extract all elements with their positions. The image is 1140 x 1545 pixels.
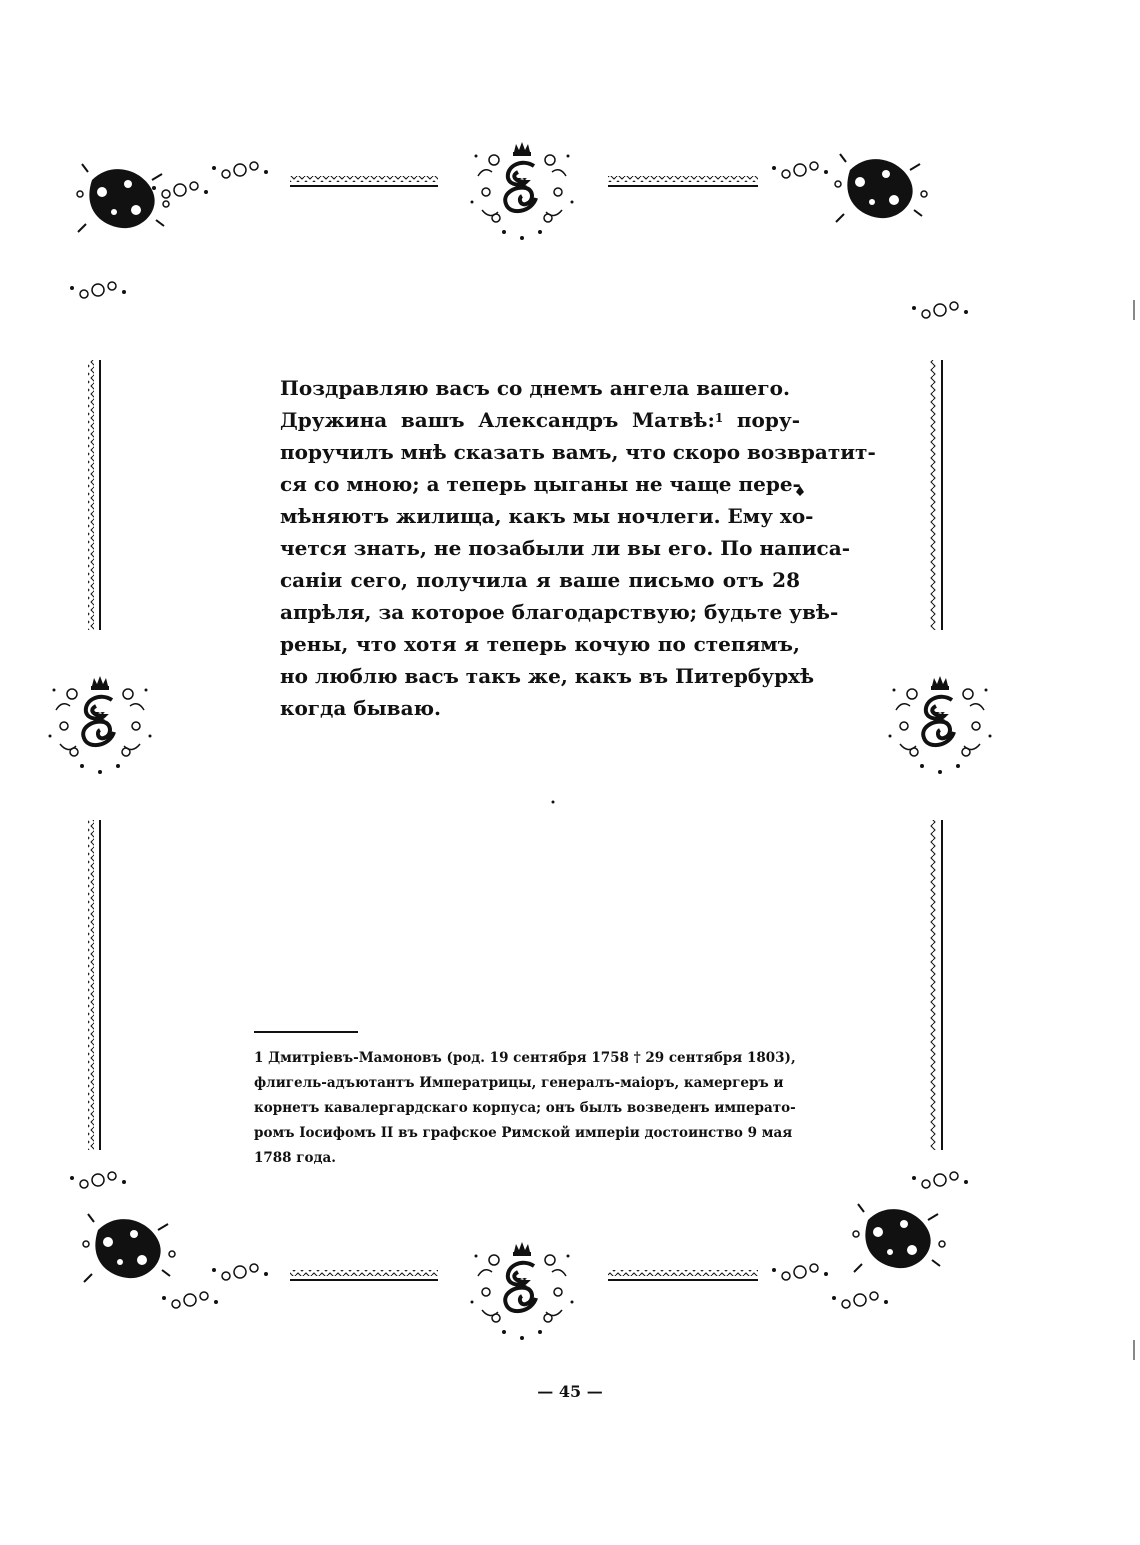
letter-line: но люблю васъ такъ же, какъ въ Питербурхѣ (280, 664, 815, 688)
footnote-line: 1 Дмитріевъ-Мамоновъ (род. 19 сентября 1758 † 29 сентября 1803), (254, 1050, 796, 1066)
footnote-line: 1788 года. (254, 1150, 336, 1166)
letter-line: мѣняютъ жилища, какъ мы ночлеги. Ему хо- (280, 504, 814, 528)
footnote-line: корнетъ кавалергардскаго корпуса; онъ былъ возведенъ императо- (254, 1100, 796, 1116)
footnote-line: флигель-адъютантъ Императрицы, генералъ-маіоръ, камергеръ и (254, 1075, 784, 1091)
page-number: — 45 — (537, 1382, 603, 1401)
letter-line: когда бываю. (280, 696, 442, 720)
footnote-reference: 1 (714, 411, 724, 425)
letter-line: рены, что хотя я теперь кочую по степямъ, (280, 632, 800, 656)
footnote-line: ромъ Іосифомъ II въ графское Римской имперіи достоинство 9 мая (254, 1125, 793, 1141)
letter-line: саніи сего, получила я ваше письмо отъ 28 (280, 568, 800, 592)
letter-line: Поздравляю васъ со днемъ ангела вашего. (280, 376, 790, 400)
footnote-separator (254, 1031, 358, 1033)
letter-line: апрѣля, за которое благодарствую; будьте увѣ- (280, 600, 839, 624)
letter-line: Дружина вашъ Александръ Матвѣ:$^1$ пору- (280, 408, 800, 432)
letter-line: ся со мною; а теперь цыганы не чаще пере- (280, 472, 801, 496)
footnote (254, 1046, 796, 1171)
letter-body (280, 372, 876, 724)
letter-line: чется знать, не позабыли ли вы его. По написа- (280, 536, 850, 560)
footnote-marker: 1 (254, 1050, 264, 1066)
letter-line: поручилъ мнѣ сказать вамъ, что скоро возвратит- (280, 440, 876, 464)
